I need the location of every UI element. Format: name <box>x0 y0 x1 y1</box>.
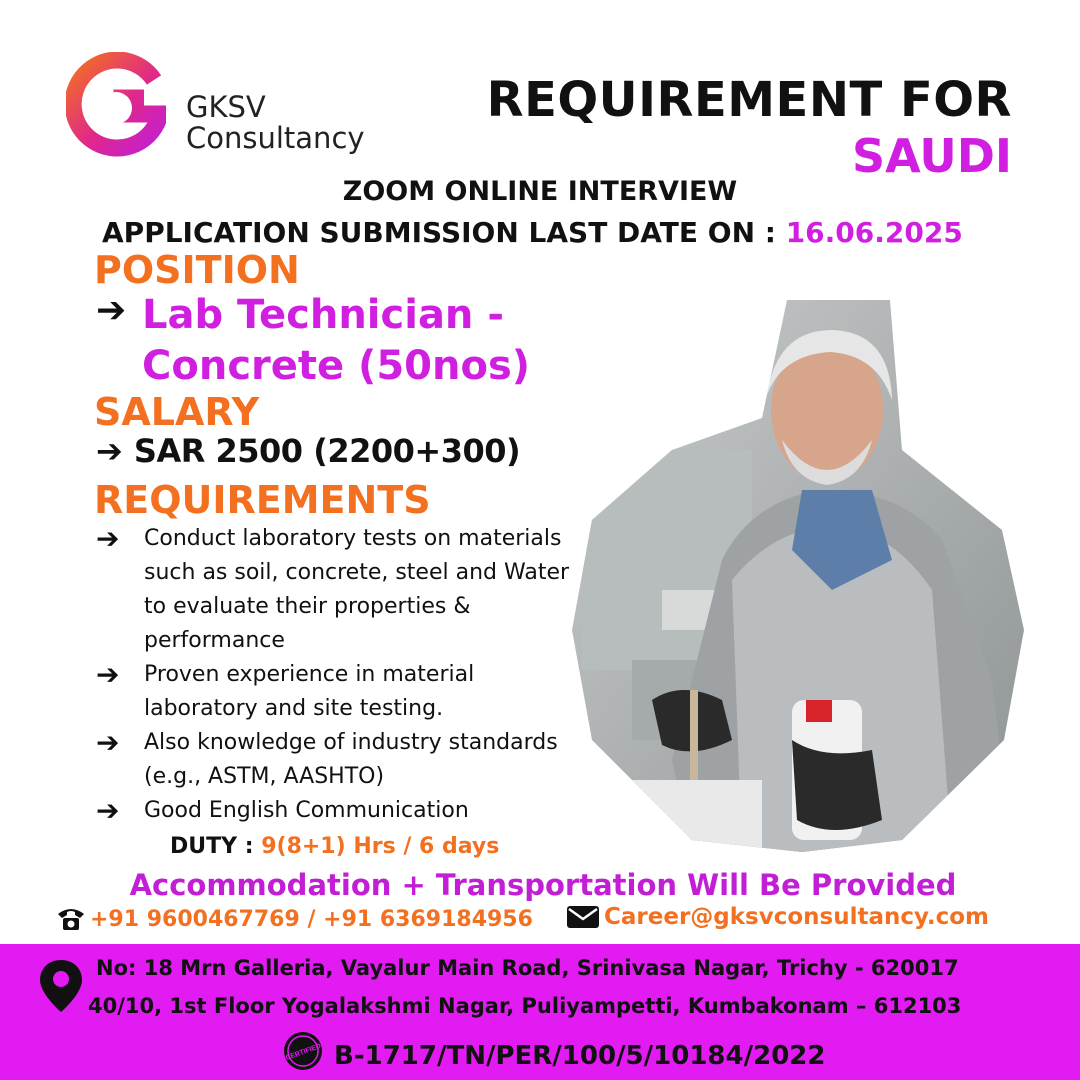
email-icon <box>566 904 600 930</box>
headline-country: SAUDI <box>852 129 1012 183</box>
headline-line1: REQUIREMENT FOR <box>486 72 1012 128</box>
requirement-text: Conduct laboratory tests on materials such as soil, concrete, steel and Water to evaluate their properties & performance <box>144 526 570 653</box>
brand-name <box>186 92 365 154</box>
stamp-text: CERTIFIED <box>284 1042 323 1063</box>
salary-heading: SALARY <box>94 390 260 434</box>
salary-value: SAR 2500 (2200+300) <box>133 432 521 470</box>
position-heading: POSITION <box>94 248 300 292</box>
arrow-right-icon: ➔ <box>96 432 123 470</box>
address-kumbakonam: 40/10, 1st Floor Yogalakshmi Nagar, Puliyampetti, Kumbakonam – 612103 <box>88 994 962 1018</box>
email-address[interactable]: Career@gksvconsultancy.com <box>604 904 990 930</box>
phone-icon <box>56 906 86 932</box>
position-title-line1: Lab Technician - <box>142 292 504 338</box>
brand-line1: GKSV <box>186 90 266 124</box>
requirement-text: Proven experience in material laboratory and site testing. <box>144 662 475 721</box>
benefits-text: Accommodation + Transportation Will Be Provided <box>129 868 957 902</box>
arrow-right-icon: ➔ <box>96 726 120 759</box>
list-item <box>96 794 576 828</box>
requirement-text: Good English Communication <box>144 798 469 823</box>
requirements-heading: REQUIREMENTS <box>94 478 431 522</box>
last-date-line <box>102 216 963 249</box>
phone-numbers[interactable]: +91 9600467769 / +91 6369184956 <box>90 907 533 932</box>
address-trichy: No: 18 Mrn Galleria, Vayalur Main Road, Srinivasa Nagar, Trichy - 620017 <box>96 956 959 980</box>
arrow-right-icon: ➔ <box>96 794 120 827</box>
g-logo-icon <box>66 52 166 158</box>
interview-mode: ZOOM ONLINE INTERVIEW <box>342 176 738 207</box>
arrow-right-icon: ➔ <box>96 522 120 555</box>
brand-line2: Consultancy <box>186 121 365 155</box>
arrow-right-icon: ➔ <box>96 658 120 691</box>
duty-label: DUTY : <box>170 834 254 859</box>
email-contact[interactable] <box>566 904 989 930</box>
duty-line <box>170 834 499 859</box>
headline <box>487 72 1012 184</box>
last-date-label: APPLICATION SUBMISSION LAST DATE ON : <box>102 216 776 249</box>
certified-stamp-icon <box>282 1030 324 1072</box>
list-item <box>96 522 576 658</box>
position-title <box>96 290 576 392</box>
last-date-value: 16.06.2025 <box>785 216 963 249</box>
duty-value: 9(8+1) Hrs / 6 days <box>261 834 500 859</box>
worker-photo <box>572 300 1024 852</box>
location-pin-icon <box>38 958 84 1014</box>
requirement-text: Also knowledge of industry standards (e.g., ASTM, AASHTO) <box>144 730 558 789</box>
license-line <box>282 1030 825 1072</box>
requirements-list <box>96 522 576 828</box>
phone-contact[interactable] <box>56 906 533 932</box>
salary-line <box>96 432 520 470</box>
arrow-right-icon: ➔ <box>96 290 127 331</box>
license-number: B-1717/TN/PER/100/5/10184/2022 <box>334 1041 826 1071</box>
list-item <box>96 726 576 794</box>
position-title-line2: Concrete (50nos) <box>142 343 531 389</box>
list-item <box>96 658 576 726</box>
